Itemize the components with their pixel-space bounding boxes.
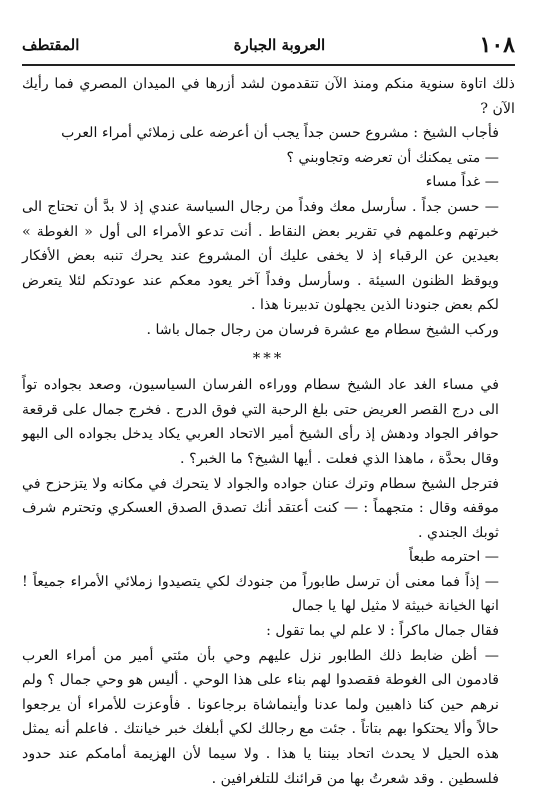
paragraph-4: — غداً مساء (425, 174, 499, 191)
paragraph-3: — متى يمكنك أن تعرضه وتجاوبني ؟ (286, 149, 499, 166)
paragraph-2: فأجاب الشيخ : مشروع حسن جداً يجب أن أعرضه على زملائي أمراء العرب (61, 125, 499, 142)
running-title: العروبة الجبارة (233, 36, 326, 54)
paragraph-7: في مساء الغد عاد الشيخ سطام ووراءه الفرسان السياسيون، وصعد بجواده تواً الى درج القصر العريض حتى بلغ الرحبة التي فوق الدرج . فخرج جمال على قرقعة حوافر الجواد ودهش إذ رأى الشيخ أمير الاتحاد العربي يكاد يدخل بجواده الى البهو وقال بحدَّة ، ماهذا الذي فعلت . أيها الشيخ؟ ما الخبر؟ . (22, 377, 499, 467)
page-number: ١٠٨ (479, 32, 515, 58)
paragraph-9: — احترمه طبعاً (409, 549, 499, 566)
paragraph-10: — إذاً فما معنى أن ترسل طابوراً من جنودك لكي يتصيدوا زملائي الأمراء جميعاً ! انها الخيانة خبيثة لا مثيل لها يا جمال (22, 573, 499, 615)
paragraph-1: ذلك اتاوة سنوية منكم ومنذ الآن تتقدمون لشد أزرها في الميدان المصري فما رأيك الآن ? (22, 76, 515, 117)
magazine-name: المقتطف (22, 36, 80, 54)
section-separator: *** (252, 348, 285, 367)
header-rule (22, 64, 515, 66)
page-header (22, 30, 515, 60)
page-body (22, 72, 515, 801)
paragraph-12: — أظن ضابط ذلك الطابور نزل عليهم وحي بأن مئتي أمير من أمراء العرب قادمون الى الغوطة فقصدوا لهم بناء على هذا الوحي . أليس هو وحي جمال ؟ ولم نرهم حين كنا ذاهبين ولما عدنا وأينماشاة برجاعونا . فأوعزت للأمراء أن يرجعوا حالاً وألا يحتكوا بهم بتاتاً . جئت مع رجالك لكي أبلغك خبر خيانتك . فاعلم أنه يمثل هذه الحيل لا يحدث اتحاد بيننا يا هذا . ولا سيما لأن الهزيمة أمامكم عند حدود فلسطين . وقد شعرتُ بها من قرائنك للتلغرافين . (22, 647, 499, 787)
paragraph-8: فترجل الشيخ سطام وترك عنان جواده والجواد لا يتحرك في مكانه ولا يتزحزح في موقفه وقال : متجهماً : — كنت أعتقد أنك تصدق الصدق العسكري وتحترم شرف ثوبك الجندي . (22, 475, 499, 541)
paragraph-6: وركب الشيخ سطام مع عشرة فرسان من رجال جمال باشا . (146, 321, 499, 338)
paragraph-5: — حسن جداً . سأرسل معك وفداً من رجال السياسة عندي إذ لا بدَّ أن تحتاج الى خبرتهم وعلمهم في تقرير بعض النقاط . أنت تدعو الأمراء الى أول « الغوطة » بعيدين عن الرقباء إذ لا يخفى عليك أن المشروع عند يحرك تنبه بعض الأفكار ويوقظ الظنون السيئة . وسأرسل وفداً آخر يعود معكم عند عودتكم لئلا يتعرض لكم بعض جنودنا الذين يجهلون تدبيرنا هذا . (22, 198, 499, 314)
paragraph-11: فقال جمال ماكراً : لا علم لي بما تقول : (266, 623, 499, 640)
